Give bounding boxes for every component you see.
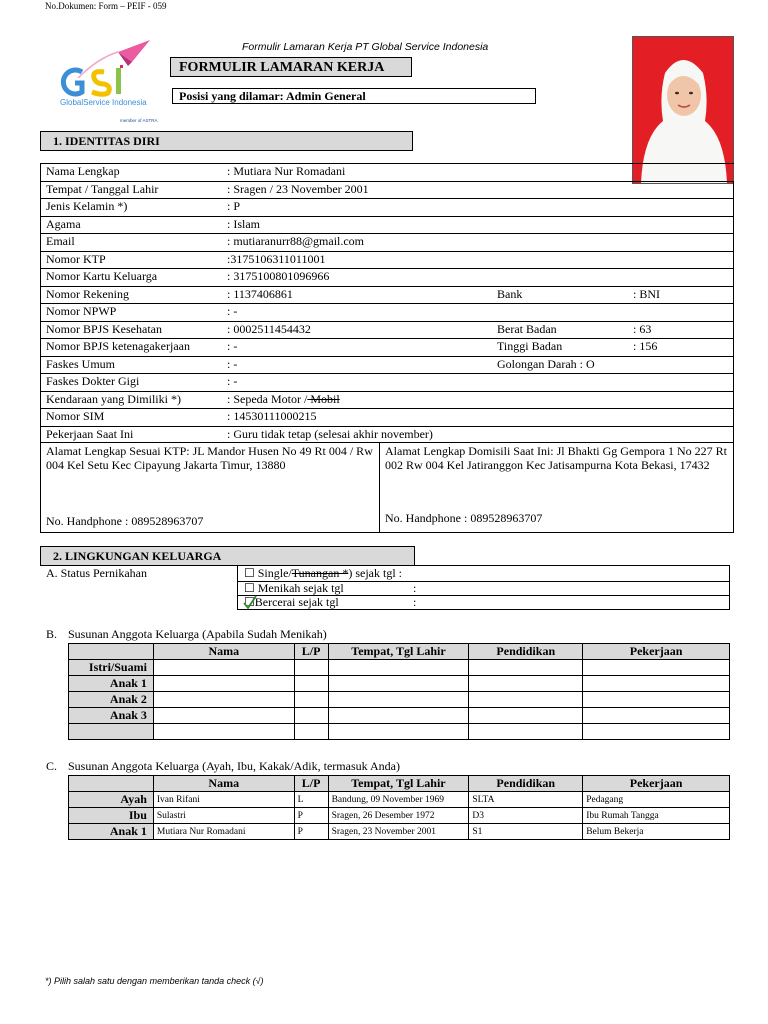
check-mark-icon bbox=[242, 594, 258, 610]
row-label: Nomor SIM bbox=[46, 409, 105, 423]
status-single-since: ) sejak tgl : bbox=[348, 566, 402, 580]
cell-pekerjaan[interactable]: Ibu Rumah Tangga bbox=[583, 808, 730, 824]
row-role bbox=[69, 724, 154, 740]
identity-table bbox=[40, 163, 734, 533]
status-engaged-struck: Tunangan * bbox=[291, 566, 349, 580]
cell[interactable] bbox=[469, 692, 583, 708]
row-label-2: Golongan Darah : O bbox=[497, 356, 595, 371]
identity-row bbox=[40, 163, 734, 181]
cell-ttl[interactable]: Sragen, 23 November 2001 bbox=[328, 824, 469, 840]
cell[interactable] bbox=[583, 724, 730, 740]
row-value: : Mutiara Nur Romadani bbox=[227, 164, 346, 178]
footer-note: *) Pilih salah satu dengan memberikan tanda check (√) bbox=[45, 976, 264, 986]
header-ttl: Tempat, Tgl Lahir bbox=[328, 776, 469, 792]
identity-row bbox=[40, 408, 734, 426]
row-role: Istri/Suami bbox=[69, 660, 154, 676]
header-pekerjaan: Pekerjaan bbox=[583, 776, 730, 792]
status-divorced[interactable]: ☐Bercerai sejak tgl bbox=[244, 595, 339, 609]
row-label: Nomor NPWP bbox=[46, 304, 117, 318]
status-single-text: ☐ Single/ bbox=[244, 566, 292, 580]
cell-nama[interactable]: Mutiara Nur Romadani bbox=[153, 824, 294, 840]
identity-row bbox=[40, 426, 734, 444]
row-value: : - bbox=[227, 304, 238, 318]
status-divorced-colon: : bbox=[413, 595, 417, 609]
address-domicile: Alamat Lengkap Domisili Saat Ini: Jl Bhakti Gg Gempora 1 No 227 Rt 002 Rw 004 Kel Jatiranggon Kec Jatisampurna Kota Bekasi, 17432 bbox=[385, 444, 727, 472]
row-role: Anak 3 bbox=[69, 708, 154, 724]
table-row bbox=[69, 708, 730, 724]
row-label: Email bbox=[46, 234, 75, 248]
header-pekerjaan: Pekerjaan bbox=[583, 644, 730, 660]
phone-right: No. Handphone : 089528963707 bbox=[385, 511, 543, 525]
cell-pendidikan[interactable]: D3 bbox=[469, 808, 583, 824]
logo-member: member of ASTRA bbox=[120, 118, 158, 123]
row-value: :3175106311011001 bbox=[227, 251, 326, 266]
row-value-2: : BNI bbox=[633, 286, 660, 301]
row-value: : mutiaranurr88@gmail.com bbox=[227, 234, 365, 248]
applicant-photo bbox=[632, 36, 734, 184]
cell-nama[interactable]: Ivan Rifani bbox=[153, 792, 294, 808]
table-row bbox=[69, 692, 730, 708]
address-ktp: Alamat Lengkap Sesuai KTP: JL Mandor Husen No 49 Rt 004 / Rw 004 Kel Setu Kec Cipayung Jakarta Timur, 13880 bbox=[46, 444, 373, 472]
row-value: : 14530111000215 bbox=[227, 409, 317, 423]
cell[interactable] bbox=[153, 692, 294, 708]
b-prefix: B. bbox=[46, 627, 58, 641]
row-role: Anak 2 bbox=[69, 692, 154, 708]
identity-row bbox=[40, 356, 734, 374]
cell[interactable] bbox=[583, 692, 730, 708]
row-value: : P bbox=[227, 199, 241, 213]
cell-lp[interactable]: P bbox=[294, 808, 328, 824]
cell[interactable] bbox=[153, 708, 294, 724]
status-married[interactable]: ☐ Menikah sejak tgl bbox=[244, 580, 344, 595]
identity-row bbox=[40, 373, 734, 391]
table-row bbox=[69, 824, 730, 840]
position-applied: Posisi yang dilamar: Admin General bbox=[172, 88, 536, 104]
company-logo bbox=[58, 38, 170, 124]
header-empty bbox=[69, 644, 154, 660]
row-role: Ibu bbox=[69, 808, 154, 824]
identity-row bbox=[40, 321, 734, 339]
row-value: : Sragen / 23 November 2001 bbox=[227, 181, 369, 196]
status-married-colon: : bbox=[413, 580, 417, 595]
marital-status-box bbox=[237, 565, 730, 610]
form-title: FORMULIR LAMARAN KERJA bbox=[170, 57, 412, 77]
table-row bbox=[69, 724, 730, 740]
section-keluarga-header: 2. LINGKUNGAN KELUARGA bbox=[40, 546, 415, 566]
table-header-row bbox=[69, 644, 730, 660]
table-row bbox=[69, 808, 730, 824]
row-label: Tempat / Tanggal Lahir bbox=[46, 181, 159, 196]
table-header-row bbox=[69, 776, 730, 792]
cell-nama[interactable]: Sulastri bbox=[153, 808, 294, 824]
section-identitas-header: 1. IDENTITAS DIRI bbox=[40, 131, 413, 151]
row-label: Nomor KTP bbox=[46, 251, 106, 266]
row-label: Jenis Kelamin *) bbox=[46, 199, 128, 213]
row-label: Nomor Rekening bbox=[46, 286, 129, 301]
table-row bbox=[69, 676, 730, 692]
row-value bbox=[227, 391, 340, 408]
row-label: Kendaraan yang Dimiliki *) bbox=[46, 391, 181, 406]
row-value: : 0002511454432 bbox=[227, 321, 311, 336]
cell[interactable] bbox=[583, 676, 730, 692]
cell[interactable] bbox=[328, 660, 469, 676]
identity-row bbox=[40, 338, 734, 356]
header-lp: L/P bbox=[294, 644, 328, 660]
identity-row bbox=[40, 216, 734, 234]
row-value: : 3175100801096966 bbox=[227, 269, 330, 283]
cell[interactable] bbox=[294, 724, 328, 740]
header-lp: L/P bbox=[294, 776, 328, 792]
row-value: : Islam bbox=[227, 216, 260, 231]
c-prefix: C. bbox=[46, 759, 58, 773]
row-value: : - bbox=[227, 339, 238, 353]
vehicle-motor: : Sepeda Motor / bbox=[227, 391, 308, 406]
family-married-table bbox=[68, 643, 730, 740]
cell[interactable] bbox=[294, 708, 328, 724]
cell[interactable] bbox=[328, 676, 469, 692]
header-nama: Nama bbox=[153, 644, 294, 660]
cell-ttl[interactable]: Sragen, 26 Desember 1972 bbox=[328, 808, 469, 824]
phone-left: No. Handphone : 089528963707 bbox=[46, 514, 204, 528]
cell-lp[interactable]: L bbox=[294, 792, 328, 808]
cell-pendidikan[interactable]: SLTA bbox=[469, 792, 583, 808]
row-label-2: Bank bbox=[497, 286, 523, 301]
status-single[interactable] bbox=[244, 566, 402, 580]
header-pendidikan: Pendidikan bbox=[469, 644, 583, 660]
row-role: Ayah bbox=[69, 792, 154, 808]
row-label: Nomor BPJS Kesehatan bbox=[46, 321, 162, 336]
row-value: : - bbox=[227, 374, 238, 388]
identity-row bbox=[40, 268, 734, 286]
row-label: Nomor Kartu Keluarga bbox=[46, 269, 158, 283]
cell[interactable] bbox=[469, 676, 583, 692]
cell[interactable] bbox=[583, 708, 730, 724]
cell[interactable] bbox=[153, 724, 294, 740]
row-label: Agama bbox=[46, 216, 81, 231]
cell[interactable] bbox=[469, 708, 583, 724]
row-label: Nomor BPJS ketenagakerjaan bbox=[46, 339, 190, 353]
row-label: Pekerjaan Saat Ini bbox=[46, 426, 134, 441]
row-value-2: : 156 bbox=[633, 339, 658, 353]
header-empty bbox=[69, 776, 154, 792]
row-label: Faskes Dokter Gigi bbox=[46, 374, 140, 388]
identity-row bbox=[40, 251, 734, 269]
identity-row bbox=[40, 181, 734, 199]
identity-row bbox=[40, 303, 734, 321]
cell[interactable] bbox=[294, 660, 328, 676]
cell[interactable] bbox=[328, 692, 469, 708]
row-value: : - bbox=[227, 356, 238, 371]
row-label-2: Berat Badan bbox=[497, 321, 557, 336]
header-nama: Nama bbox=[153, 776, 294, 792]
cell[interactable] bbox=[294, 692, 328, 708]
document-number: No.Dokumen: Form – PEIF - 059 bbox=[45, 1, 167, 11]
cell-lp[interactable]: P bbox=[294, 824, 328, 840]
cell-pendidikan[interactable]: S1 bbox=[469, 824, 583, 840]
cell[interactable] bbox=[328, 724, 469, 740]
table-row bbox=[69, 792, 730, 808]
cell-pekerjaan[interactable]: Belum Bekerja bbox=[583, 824, 730, 840]
cell[interactable] bbox=[153, 676, 294, 692]
vehicle-car-struck: Mobil bbox=[307, 391, 340, 406]
logo-subtitle: GlobalService Indonesia bbox=[60, 98, 147, 107]
cell[interactable] bbox=[328, 708, 469, 724]
cell[interactable] bbox=[153, 660, 294, 676]
row-value: : Guru tidak tetap (selesai akhir november) bbox=[227, 426, 433, 441]
cell[interactable] bbox=[583, 660, 730, 676]
row-value: : 1137406861 bbox=[227, 286, 293, 301]
row-label-2: Tinggi Badan bbox=[497, 339, 563, 353]
cell[interactable] bbox=[469, 724, 583, 740]
header-pendidikan: Pendidikan bbox=[469, 776, 583, 792]
cell-pekerjaan[interactable]: Pedagang bbox=[583, 792, 730, 808]
table-row bbox=[69, 660, 730, 676]
status-label: A. Status Pernikahan bbox=[46, 566, 147, 580]
row-label: Faskes Umum bbox=[46, 356, 115, 371]
identity-row bbox=[40, 198, 734, 216]
c-title: Susunan Anggota Keluarga (Ayah, Ibu, Kakak/Adik, termasuk Anda) bbox=[68, 759, 400, 773]
identity-row bbox=[40, 286, 734, 304]
row-role: Anak 1 bbox=[69, 676, 154, 692]
cell[interactable] bbox=[469, 660, 583, 676]
cell[interactable] bbox=[294, 676, 328, 692]
header-ttl: Tempat, Tgl Lahir bbox=[328, 644, 469, 660]
company-line: Formulir Lamaran Kerja PT Global Service Indonesia bbox=[242, 41, 489, 53]
family-table bbox=[68, 775, 730, 840]
row-value-2: : 63 bbox=[633, 321, 652, 336]
cell-ttl[interactable]: Bandung, 09 November 1969 bbox=[328, 792, 469, 808]
row-label: Nama Lengkap bbox=[46, 164, 120, 178]
row-role: Anak 1 bbox=[69, 824, 154, 840]
b-title: Susunan Anggota Keluarga (Apabila Sudah Menikah) bbox=[68, 627, 327, 641]
identity-row bbox=[40, 233, 734, 251]
identity-row bbox=[40, 391, 734, 409]
